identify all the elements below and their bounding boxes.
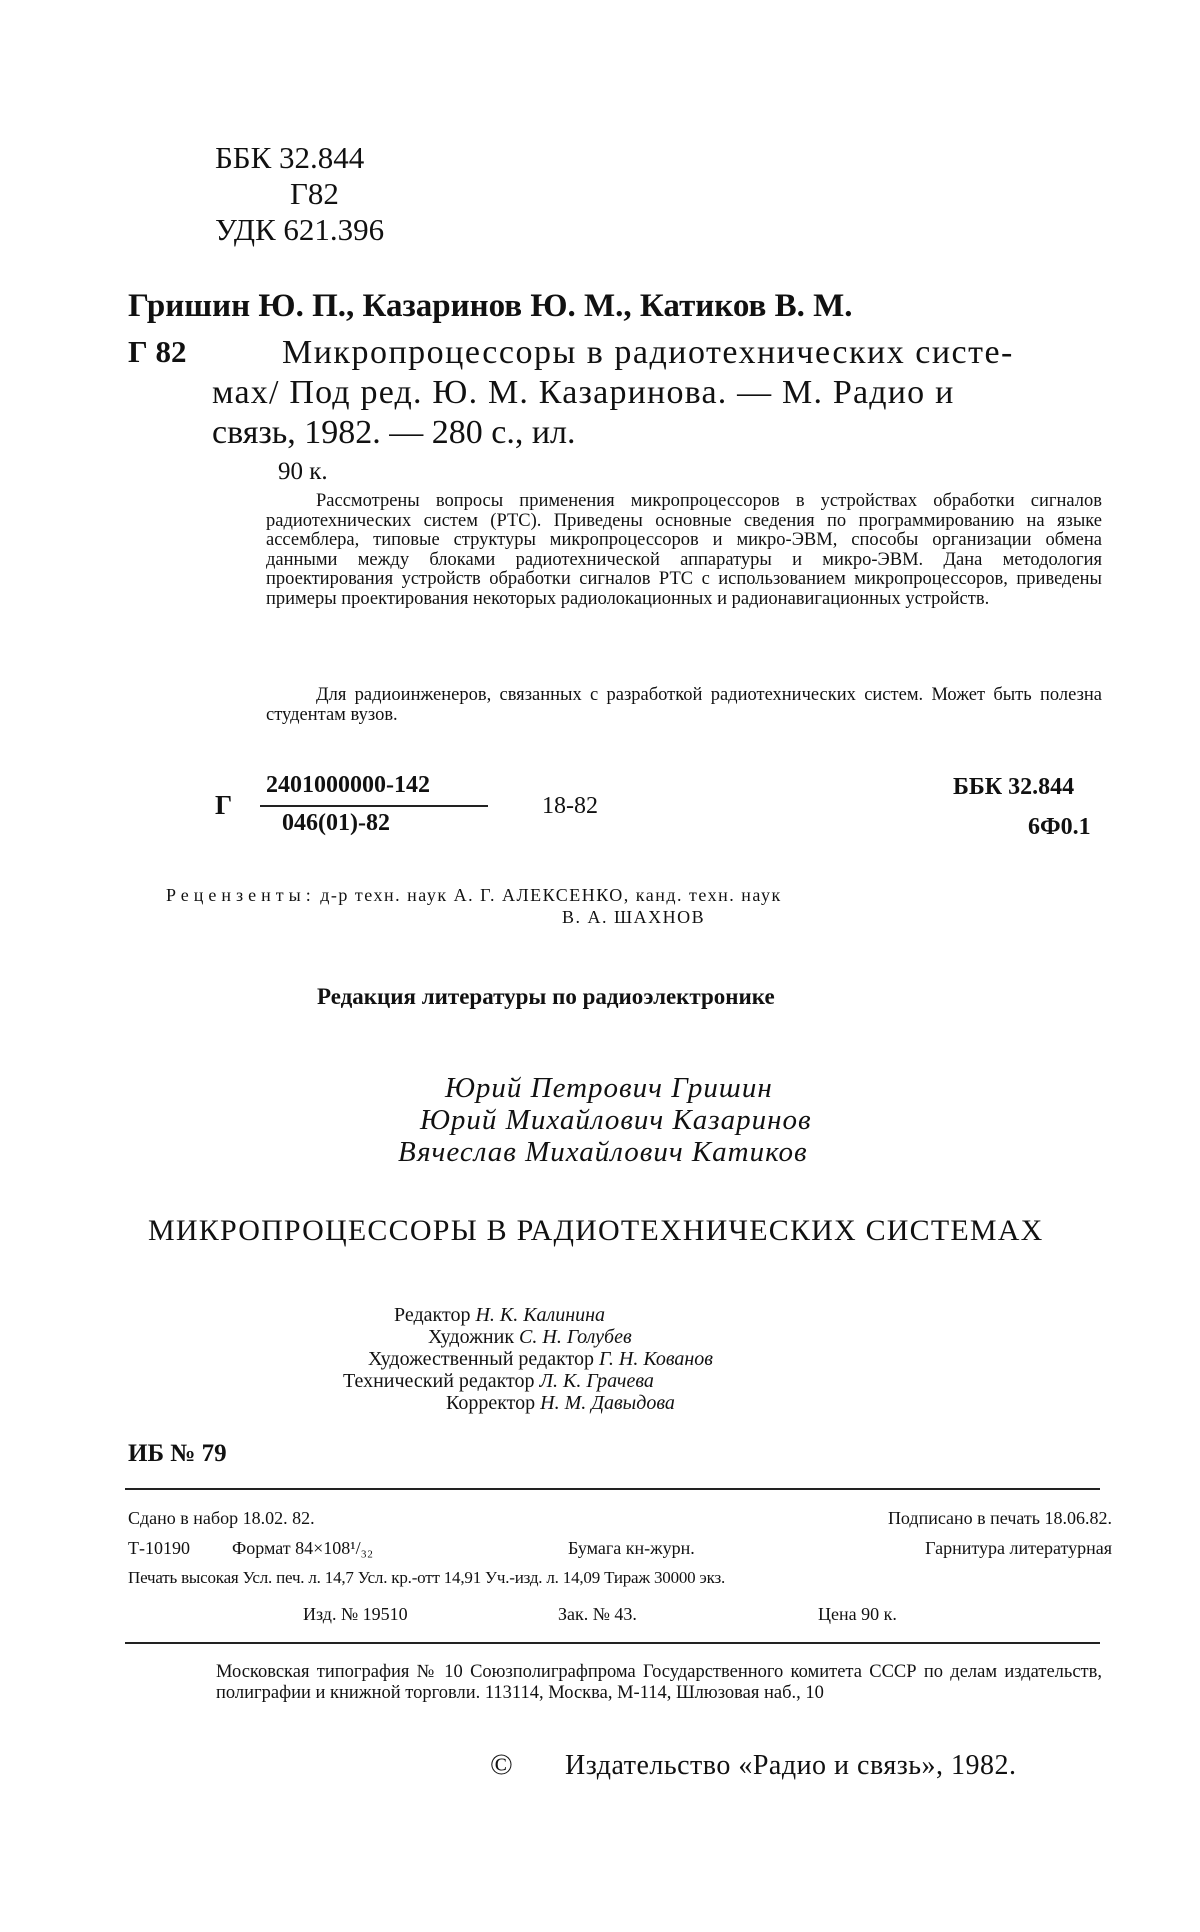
staff-name: Г. Н. Кованов	[599, 1348, 713, 1370]
imprint-price: Цена 90 к.	[818, 1604, 897, 1624]
staff-name: Н. М. Давыдова	[540, 1392, 675, 1414]
imprint-sent: Сдано в набор 18.02. 82.	[128, 1508, 315, 1528]
staff-editor	[394, 1304, 605, 1327]
bbk-code: ББК 32.844	[215, 140, 365, 175]
staff-name: Н. К. Калинина	[475, 1304, 606, 1326]
copyright-symbol: ©	[490, 1748, 513, 1781]
index-denominator: 046(01)-82	[282, 810, 390, 836]
ib-number: ИБ № 79	[128, 1440, 227, 1467]
staff-name: С. Н. Голубев	[519, 1326, 632, 1348]
imprint-t-code: Т-10190	[128, 1538, 190, 1558]
staff-artist	[428, 1326, 632, 1349]
imprint-typeface: Гарнитура литературная	[925, 1538, 1112, 1558]
index-bbk: ББК 32.844	[953, 774, 1075, 800]
staff-role: Редактор	[394, 1304, 471, 1326]
full-name-1: Юрий Петрович Гришин	[445, 1072, 773, 1104]
index-numerator: 2401000000-142	[266, 772, 430, 798]
imprint-zak: Зак. № 43.	[558, 1604, 637, 1624]
audience-paragraph: Для радиоинженеров, связанных с разработкой радиотехнических систем. Может быть полезна студентам вузов.	[266, 685, 1102, 725]
imprint-signed: Подписано в печать 18.06.82.	[887, 1508, 1112, 1528]
index-middle: 18-82	[542, 793, 598, 819]
imprint-format: Формат 84×108¹/₃₂	[232, 1538, 374, 1558]
udk-code: УДК 621.396	[215, 212, 385, 247]
abstract-paragraph: Рассмотрены вопросы применения микропроцессоров в устройствах обработки сигналов радиотехнических систем (РТС). Приведены основные сведения по программированию на языке ассемблера, типовые структуры микропроцессоров и микро-ЭВМ, способы организации обмена данными между блоками радиотехнической аппаратуры и микро-ЭВМ. Дана методология проектирования устройств обработки сигналов РТС с использованием микропроцессоров, приведены примеры проектирования некоторых радиолокационных и радионавигационных устройств.	[266, 491, 1102, 609]
imprint-top-rule	[125, 1488, 1100, 1490]
full-name-2: Юрий Михайлович Казаринов	[420, 1104, 812, 1136]
full-name-3: Вячеслав Михайлович Катиков	[398, 1136, 808, 1168]
reviewers-line	[166, 885, 782, 906]
staff-role: Технический редактор	[343, 1370, 535, 1392]
imprint-paper: Бумага кн-журн.	[568, 1538, 695, 1558]
staff-role: Художник	[428, 1326, 515, 1348]
staff-art-editor	[368, 1348, 713, 1371]
imprint-print: Печать высокая Усл. печ. л. 14,7 Усл. кр.-отт 14,91 Уч.-изд. л. 14,09 Тираж 30000 экз.	[128, 1568, 726, 1587]
g-code: Г82	[290, 176, 339, 211]
printer-info: Московская типография № 10 Союзполиграфпрома Государственного комитета СССР по делам издательств, полиграфии и книжной торговли. 113114, Москва, М-114, Шлюзовая наб., 10	[216, 1662, 1102, 1703]
index-fraction-line	[260, 805, 488, 807]
book-title: МИКРОПРОЦЕССОРЫ В РАДИОТЕХНИЧЕСКИХ СИСТЕМАХ	[148, 1214, 1044, 1247]
copyright-text: Издательство «Радио и связь», 1982.	[565, 1750, 1017, 1781]
staff-name: Л. К. Грачева	[539, 1370, 654, 1392]
staff-role: Корректор	[446, 1392, 536, 1414]
index-g: Г	[215, 790, 233, 820]
reviewers-text: д-р техн. наук А. Г. АЛЕКСЕНКО, канд. техн. наук	[320, 885, 782, 905]
reviewers-label: Рецензенты:	[166, 885, 316, 905]
imprint-izd: Изд. № 19510	[303, 1604, 408, 1624]
editorial-department: Редакция литературы по радиоэлектронике	[317, 984, 775, 1009]
authors-line: Гришин Ю. П., Казаринов Ю. М., Катиков В. М.	[128, 288, 853, 324]
catalog-price: 90 к.	[278, 458, 328, 485]
staff-tech-editor	[343, 1370, 654, 1393]
catalog-mark: Г 82	[128, 334, 187, 369]
imprint-bottom-rule	[125, 1642, 1100, 1644]
staff-role: Художественный редактор	[368, 1348, 594, 1370]
reviewers-line2: В. А. ШАХНОВ	[562, 907, 706, 927]
catalog-title-line2: мах/ Под ред. Ю. М. Казаринова. — М. Радио и	[212, 374, 955, 411]
catalog-title-line3: связь, 1982. — 280 с., ил.	[212, 414, 576, 451]
index-code: 6Ф0.1	[1028, 814, 1091, 840]
staff-proofreader	[446, 1392, 675, 1415]
catalog-title-line1: Микропроцессоры в радиотехнических систе-	[282, 334, 1014, 371]
